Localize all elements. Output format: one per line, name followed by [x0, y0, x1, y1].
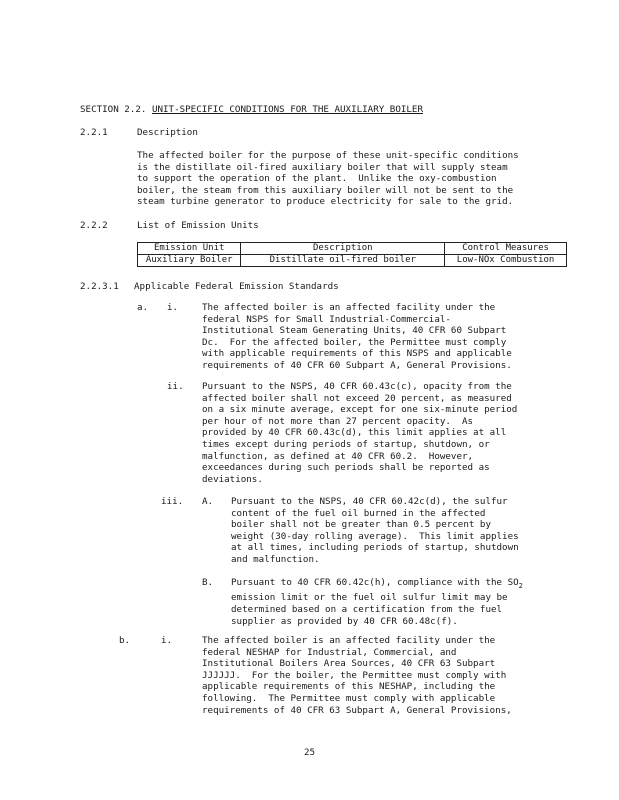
table-header-cell: Description	[241, 243, 445, 255]
text-line: determined based on a certification from the fuel	[231, 604, 503, 616]
table-header-row	[138, 243, 567, 255]
item-label-a: a.	[137, 302, 149, 313]
text-line: steam turbine generator to produce electricity for sale to the grid.	[137, 196, 514, 208]
paragraph-a-i	[202, 302, 512, 372]
table-header-cell: Emission Unit	[138, 243, 241, 255]
item-label-b-i: i.	[161, 635, 173, 646]
text-line: content of the fuel oil burned in the affected	[231, 507, 486, 519]
text-line: at all times, including periods of startup, shutdown	[231, 542, 519, 554]
text-line: supplier as provided by 40 CFR 60.48c(f).	[231, 615, 458, 627]
text-line	[231, 577, 523, 592]
item-label-a-iii-B: B.	[202, 577, 214, 588]
paragraph-a-ii	[202, 381, 517, 485]
text-line: JJJJJJ. For the boiler, the Permittee must comply with	[202, 669, 507, 681]
subsection-heading-221: Description	[137, 127, 198, 138]
text-line: federal NSPS for Small Industrial-Commercial-	[202, 313, 451, 325]
table-row	[138, 255, 567, 267]
text-line: Institutional Boilers Area Sources, 40 CFR 63 Subpart	[202, 658, 496, 670]
text-line: is the distillate oil-fired auxiliary boiler that will supply steam	[137, 161, 508, 173]
table-cell: Low-NOx Combustion	[445, 255, 567, 267]
text-line: with applicable requirements of this NSPS and applicable	[202, 348, 512, 360]
text-line: applicable requirements of this NESHAP, including the	[202, 681, 496, 693]
item-label-a-i: i.	[167, 302, 179, 313]
emission-units-table	[137, 242, 567, 267]
text-line: The affected boiler is an affected facility under the	[202, 302, 496, 313]
subsection-heading-2231: Applicable Federal Emission Standards	[134, 281, 339, 292]
table-header-cell: Control Measures	[445, 243, 567, 255]
paragraph-a-iii-B	[231, 577, 523, 627]
item-label-a-iii: iii.	[161, 496, 184, 507]
text-line: exceedances during such periods shall be reported as	[202, 462, 490, 474]
section-title: UNIT-SPECIFIC CONDITIONS FOR THE AUXILIARY BOILER	[151, 104, 423, 115]
paragraph-a-iii-A	[231, 496, 519, 566]
text-line: to support the operation of the plant. Unlike the oxy-combustion	[137, 173, 497, 185]
text-line: following. The Permittee must comply with applicable	[202, 692, 496, 704]
text-line: affected boiler shall not exceed 20 percent, as measured	[202, 392, 512, 404]
text-line: emission limit or the fuel oil sulfur limit may be	[231, 592, 508, 604]
description-paragraph	[137, 150, 519, 208]
text-line-part: Pursuant to 40 CFR 60.42c(h), compliance with the SO	[231, 577, 519, 588]
text-line: and malfunction.	[231, 553, 320, 565]
page-number: 25	[303, 747, 316, 758]
text-line: Institutional Steam Generating Units, 40 CFR 60 Subpart	[202, 325, 507, 337]
subsection-number-2231: 2.2.3.1	[80, 281, 119, 292]
text-line: Pursuant to the NSPS, 40 CFR 60.43c(c), opacity from the	[202, 381, 512, 392]
text-line: boiler shall not be greater than 0.5 percent by	[231, 519, 491, 531]
text-line: weight (30-day rolling average). This limit applies	[231, 530, 519, 542]
text-line: malfunction, as defined at 40 CFR 60.2. However,	[202, 450, 474, 462]
text-line: federal NESHAP for Industrial, Commercial, and	[202, 646, 457, 658]
text-line: deviations.	[202, 473, 263, 485]
table-cell: Auxiliary Boiler	[138, 255, 241, 267]
subsection-number-221: 2.2.1	[80, 127, 108, 138]
text-line: requirements of 40 CFR 63 Subpart A, General Provisions,	[202, 704, 512, 716]
item-label-a-iii-A: A.	[202, 496, 214, 507]
text-line: provided by 40 CFR 60.43c(d), this limit applies at all	[202, 427, 507, 439]
text-line: The affected boiler for the purpose of these unit-specific conditions	[137, 150, 519, 161]
text-line: per hour of not more than 27 percent opacity. As	[202, 415, 474, 427]
text-line: requirements of 40 CFR 60 Subpart A, General Provisions.	[202, 359, 512, 371]
table-cell: Distillate oil-fired boiler	[241, 255, 445, 267]
text-line: Dc. For the affected boiler, the Permittee must comply	[202, 336, 507, 348]
so2-subscript: 2	[518, 581, 523, 590]
text-line: The affected boiler is an affected facility under the	[202, 635, 496, 646]
text-line: boiler, the steam from this auxiliary boiler will not be sent to the	[137, 184, 514, 196]
text-line: on a six minute average, except for one six-minute period	[202, 404, 518, 416]
item-label-a-ii: ii.	[167, 381, 184, 392]
paragraph-b-i	[202, 635, 512, 716]
subsection-number-222: 2.2.2	[80, 220, 108, 231]
subsection-heading-222: List of Emission Units	[137, 220, 259, 231]
text-line: Pursuant to the NSPS, 40 CFR 60.42c(d), the sulfur	[231, 496, 508, 507]
item-label-b: b.	[119, 635, 131, 646]
section-heading	[80, 104, 423, 116]
text-line: times except during periods of startup, shutdown, or	[202, 438, 490, 450]
section-number: SECTION 2.2.	[80, 104, 147, 115]
